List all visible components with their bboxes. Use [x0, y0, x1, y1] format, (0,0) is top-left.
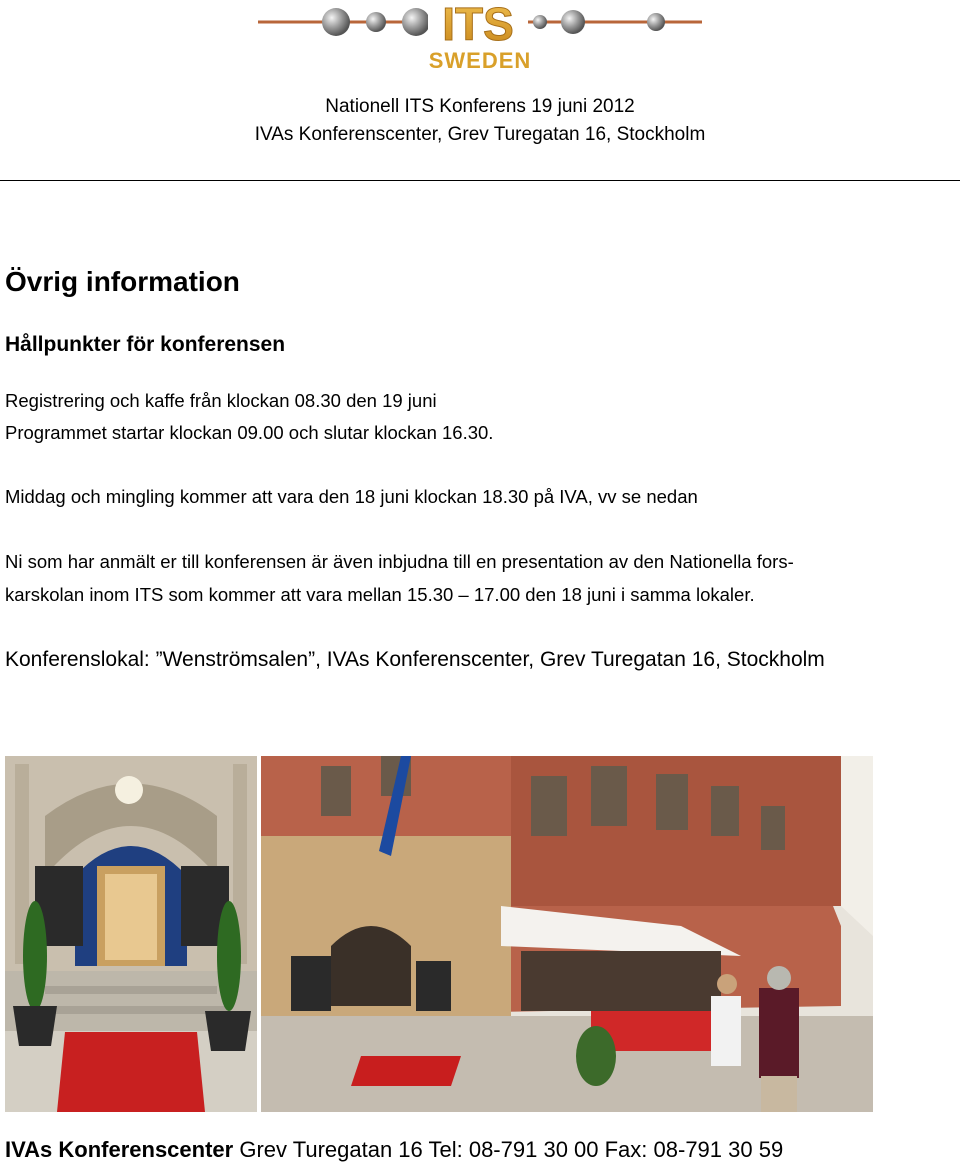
logo-ball [647, 13, 665, 31]
logo-ball [366, 12, 386, 32]
street-facade-photo [261, 756, 873, 1112]
conference-title: Nationell ITS Konferens 19 juni 2012 [325, 96, 635, 117]
footer-contact [5, 1137, 783, 1163]
section-subtitle: Hållpunkter för konferensen [5, 333, 286, 356]
venue-text: Konferenslokal: ”Wenströmsalen”, IVAs Konferenscenter, Grev Turegatan 16, Stockholm [5, 648, 825, 671]
invite-text-line1: Ni som har anmält er till konferensen är även inbjudna till en presentation av den Nationella fors- [5, 551, 794, 572]
section-title: Övrig information [5, 266, 240, 297]
footer-contact-details: Grev Turegatan 16 Tel: 08-791 30 00 Fax: 08-791 30 59 [233, 1137, 784, 1162]
footer-venue-name: IVAs Konferenscenter [5, 1137, 234, 1162]
its-sweden-logo [258, 0, 702, 74]
logo-ball [533, 15, 547, 29]
logo-ball [402, 8, 430, 36]
logo-ball [561, 10, 585, 34]
conference-venue-header: IVAs Konferenscenter, Grev Turegatan 16, Stockholm [254, 124, 706, 145]
logo-its-text: ITS [442, 0, 514, 50]
logo-sweden-text: SWEDEN [428, 48, 532, 73]
program-text: Programmet startar klockan 09.00 och slutar klockan 16.30. [5, 422, 494, 443]
registration-text: Registrering och kaffe från klockan 08.30 den 19 juni [5, 390, 437, 411]
dinner-text: Middag och mingling kommer att vara den 18 juni klockan 18.30 på IVA, vv se nedan [5, 486, 698, 507]
header-divider [0, 180, 960, 181]
invite-text-line2: karskolan inom ITS som kommer att vara mellan 15.30 – 17.00 den 18 juni i samma lokaler. [5, 584, 755, 605]
logo-ball [322, 8, 350, 36]
entrance-photo [5, 756, 257, 1112]
